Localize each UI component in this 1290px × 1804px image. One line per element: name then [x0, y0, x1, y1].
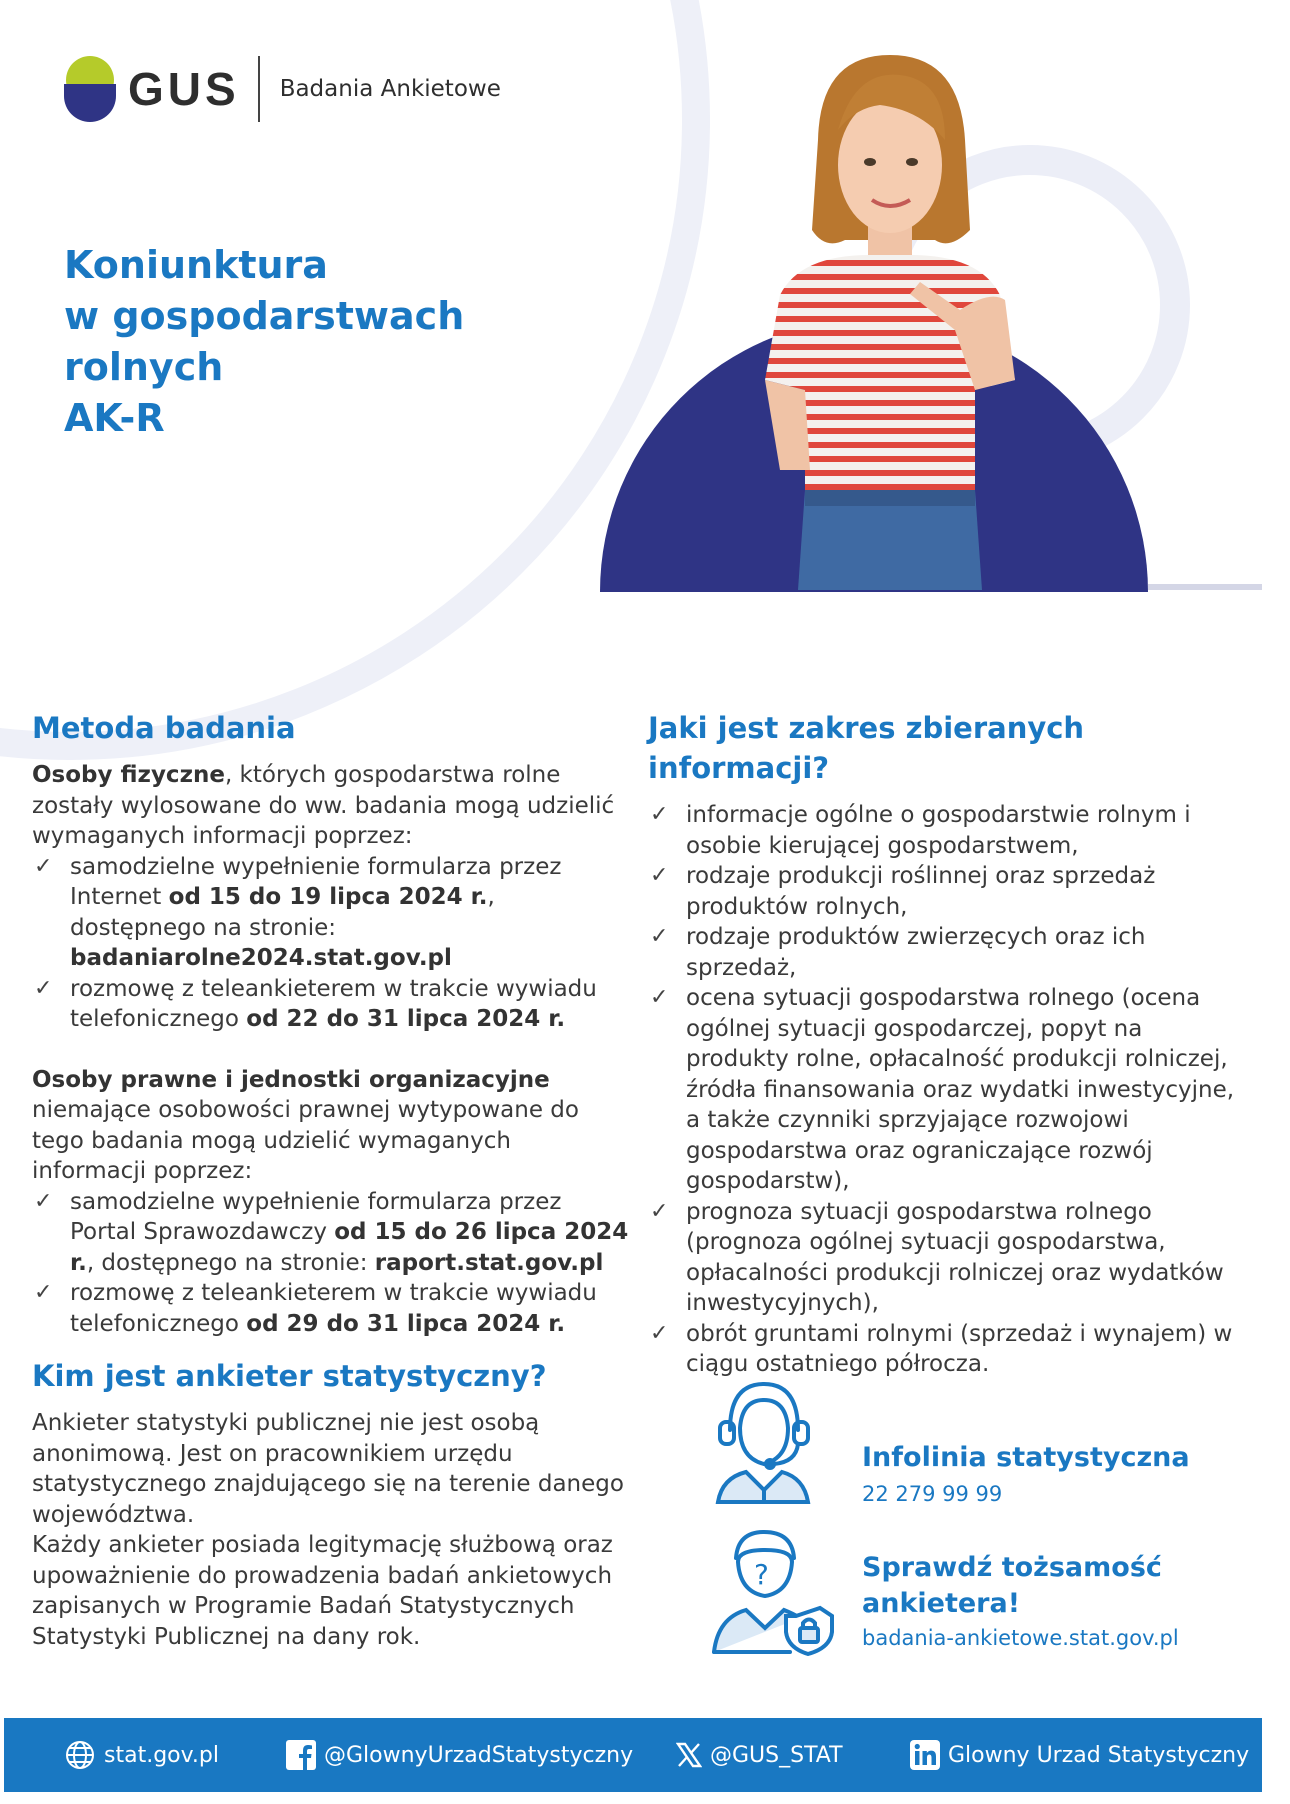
- gus-logo: [62, 54, 501, 124]
- footer-facebook-text: @GlownyUrzadStatystyczny: [324, 1742, 634, 1768]
- check-icon: ✓: [34, 853, 53, 879]
- zakres-list: [648, 800, 1248, 1380]
- list-item: ✓ ocena sytuacji gospodarstwa rolnego (ocena ogólnej sytuacji gospodarczej, popyt na produkty rolne, opłacalność produkcji rolniczej, źródła finansowania oraz wydatki inwestycyjne, a także czynniki sprzyjające rozwojowi gospodarstwa oraz ograniczające rozwój gospodarstw),: [650, 985, 1235, 1194]
- footer-web-text: stat.gov.pl: [104, 1742, 219, 1768]
- list-item: ✓ informacje ogólne o gospodarstwie rolnym i osobie kierującej gospodarstwem,: [650, 802, 1191, 859]
- section-zakres-informacji: [648, 708, 1248, 1380]
- metoda-list-2: [32, 1187, 632, 1340]
- check-icon: ✓: [650, 985, 669, 1010]
- check-icon: ✓: [650, 863, 669, 888]
- kim-paragraph-1: Ankieter statystyki publicznej nie jest osobą anonimową. Jest on pracownikiem urzędu statystycznego znajdującego się na terenie danego województwa.: [32, 1410, 624, 1528]
- list-item: ✓ rozmowę z teleankieterem w trakcie wywiadu telefonicznego od 29 do 31 lipca 2024 r.: [34, 1280, 597, 1337]
- linkedin-icon: [910, 1740, 940, 1770]
- headset-agent-icon: [712, 1378, 812, 1504]
- title-line-3: AK-R: [64, 396, 165, 440]
- check-icon: ✓: [650, 802, 669, 827]
- sprawdz-title-line-1: Sprawdź tożsamość: [862, 1552, 1162, 1583]
- list-item: ✓ rozmowę z teleankieterem w trakcie wywiadu telefonicznego od 22 do 31 lipca 2024 r.: [34, 975, 597, 1032]
- sprawdz-url-link[interactable]: badania-ankietowe.stat.gov.pl: [862, 1626, 1179, 1650]
- identity-check-icon: [710, 1528, 836, 1656]
- title-line-2: w gospodarstwach rolnych: [64, 294, 465, 389]
- section-kim-jest-ankieter: [32, 1356, 632, 1652]
- kim-heading: Kim jest ankieter statystyczny?: [32, 1359, 547, 1393]
- check-icon: ✓: [34, 1280, 53, 1305]
- check-icon: ✓: [34, 975, 53, 1001]
- x-logo-icon: [676, 1742, 702, 1768]
- footer-facebook-link[interactable]: [286, 1718, 633, 1792]
- section-metoda-badania: [32, 708, 632, 1339]
- infolinia-title: Infolinia statystyczna: [862, 1442, 1190, 1473]
- footer-x-link[interactable]: [676, 1718, 843, 1792]
- page-title: [64, 240, 624, 444]
- link-raport[interactable]: raport.stat.gov.pl: [374, 1249, 604, 1276]
- list-item: ✓ samodzielne wypełnienie formularza przez Internet od 15 do 19 lipca 2024 r., dostępnego na stronie: badaniarolne2024.stat.gov.pl: [34, 853, 562, 971]
- header-subtitle: Badania Ankietowe: [279, 76, 501, 102]
- footer-web-link[interactable]: [64, 1718, 219, 1792]
- metoda-list-1: [32, 852, 632, 1035]
- metoda-paragraph-2: Osoby prawne i jednostki organizacyjne niemające osobowości prawnej wytypowane do tego badania mogą udzielić wymaganych informacji poprzez:: [32, 1066, 579, 1184]
- facebook-icon: [286, 1740, 316, 1770]
- footer-x-text: @GUS_STAT: [710, 1742, 843, 1768]
- logo-text: GUS: [128, 63, 240, 115]
- list-item: ✓ rodzaje produktów zwierzęcych oraz ich sprzedaż,: [650, 924, 1146, 981]
- infolinia-phone[interactable]: 22 279 99 99: [862, 1482, 1003, 1506]
- woman-pointing-photo: [760, 50, 1020, 590]
- check-icon: ✓: [650, 924, 669, 949]
- metoda-paragraph-1: Osoby fizyczne, których gospodarstwa rolne zostały wylosowane do ww. badania mogą udzielić wymaganych informacji poprzez:: [32, 762, 615, 849]
- list-item: ✓ prognoza sytuacji gospodarstwa rolnego (prognoza ogólnej sytuacji gospodarstwa, opłacalności produkcji rolniczej oraz wydatków inwestycyjnych),: [650, 1198, 1224, 1316]
- globe-icon: [64, 1739, 96, 1771]
- check-icon: ✓: [650, 1198, 669, 1224]
- list-item: ✓ samodzielne wypełnienie formularza przez Portal Sprawozdawczy od 15 do 26 lipca 2024 r., dostępnego na stronie: raport.stat.gov.pl: [34, 1188, 629, 1276]
- title-line-1: Koniunktura: [64, 243, 328, 287]
- check-icon: ✓: [650, 1320, 669, 1346]
- kim-paragraph-2: Każdy ankieter posiada legitymację służbową oraz upoważnienie do prowadzenia badań ankietowych zapisanych w Programie Badań Statystycznych Statystyki Publicznej na dany rok.: [32, 1532, 613, 1650]
- list-item: ✓ rodzaje produkcji roślinnej oraz sprzedaż produktów rolnych,: [650, 863, 1156, 920]
- footer-linkedin-text: Glowny Urzad Statystyczny: [948, 1742, 1250, 1768]
- footer-linkedin-link[interactable]: [910, 1718, 1249, 1792]
- decorative-line: [1148, 584, 1262, 590]
- sprawdz-title-line-2: ankietera!: [862, 1588, 1021, 1619]
- list-item: ✓ obrót gruntami rolnymi (sprzedaż i wynajem) w ciągu ostatniego półrocza.: [650, 1320, 1233, 1377]
- gus-logo-mark-icon: [62, 56, 120, 122]
- zakres-heading: Jaki jest zakres zbieranych informacji?: [648, 711, 1085, 785]
- link-badaniarolne[interactable]: badaniarolne2024.stat.gov.pl: [70, 945, 452, 971]
- check-icon: ✓: [34, 1188, 53, 1214]
- footer-bar: [4, 1718, 1262, 1792]
- logo-divider: [258, 56, 260, 122]
- metoda-heading: Metoda badania: [32, 711, 296, 745]
- svg-text:?: ?: [754, 1558, 769, 1591]
